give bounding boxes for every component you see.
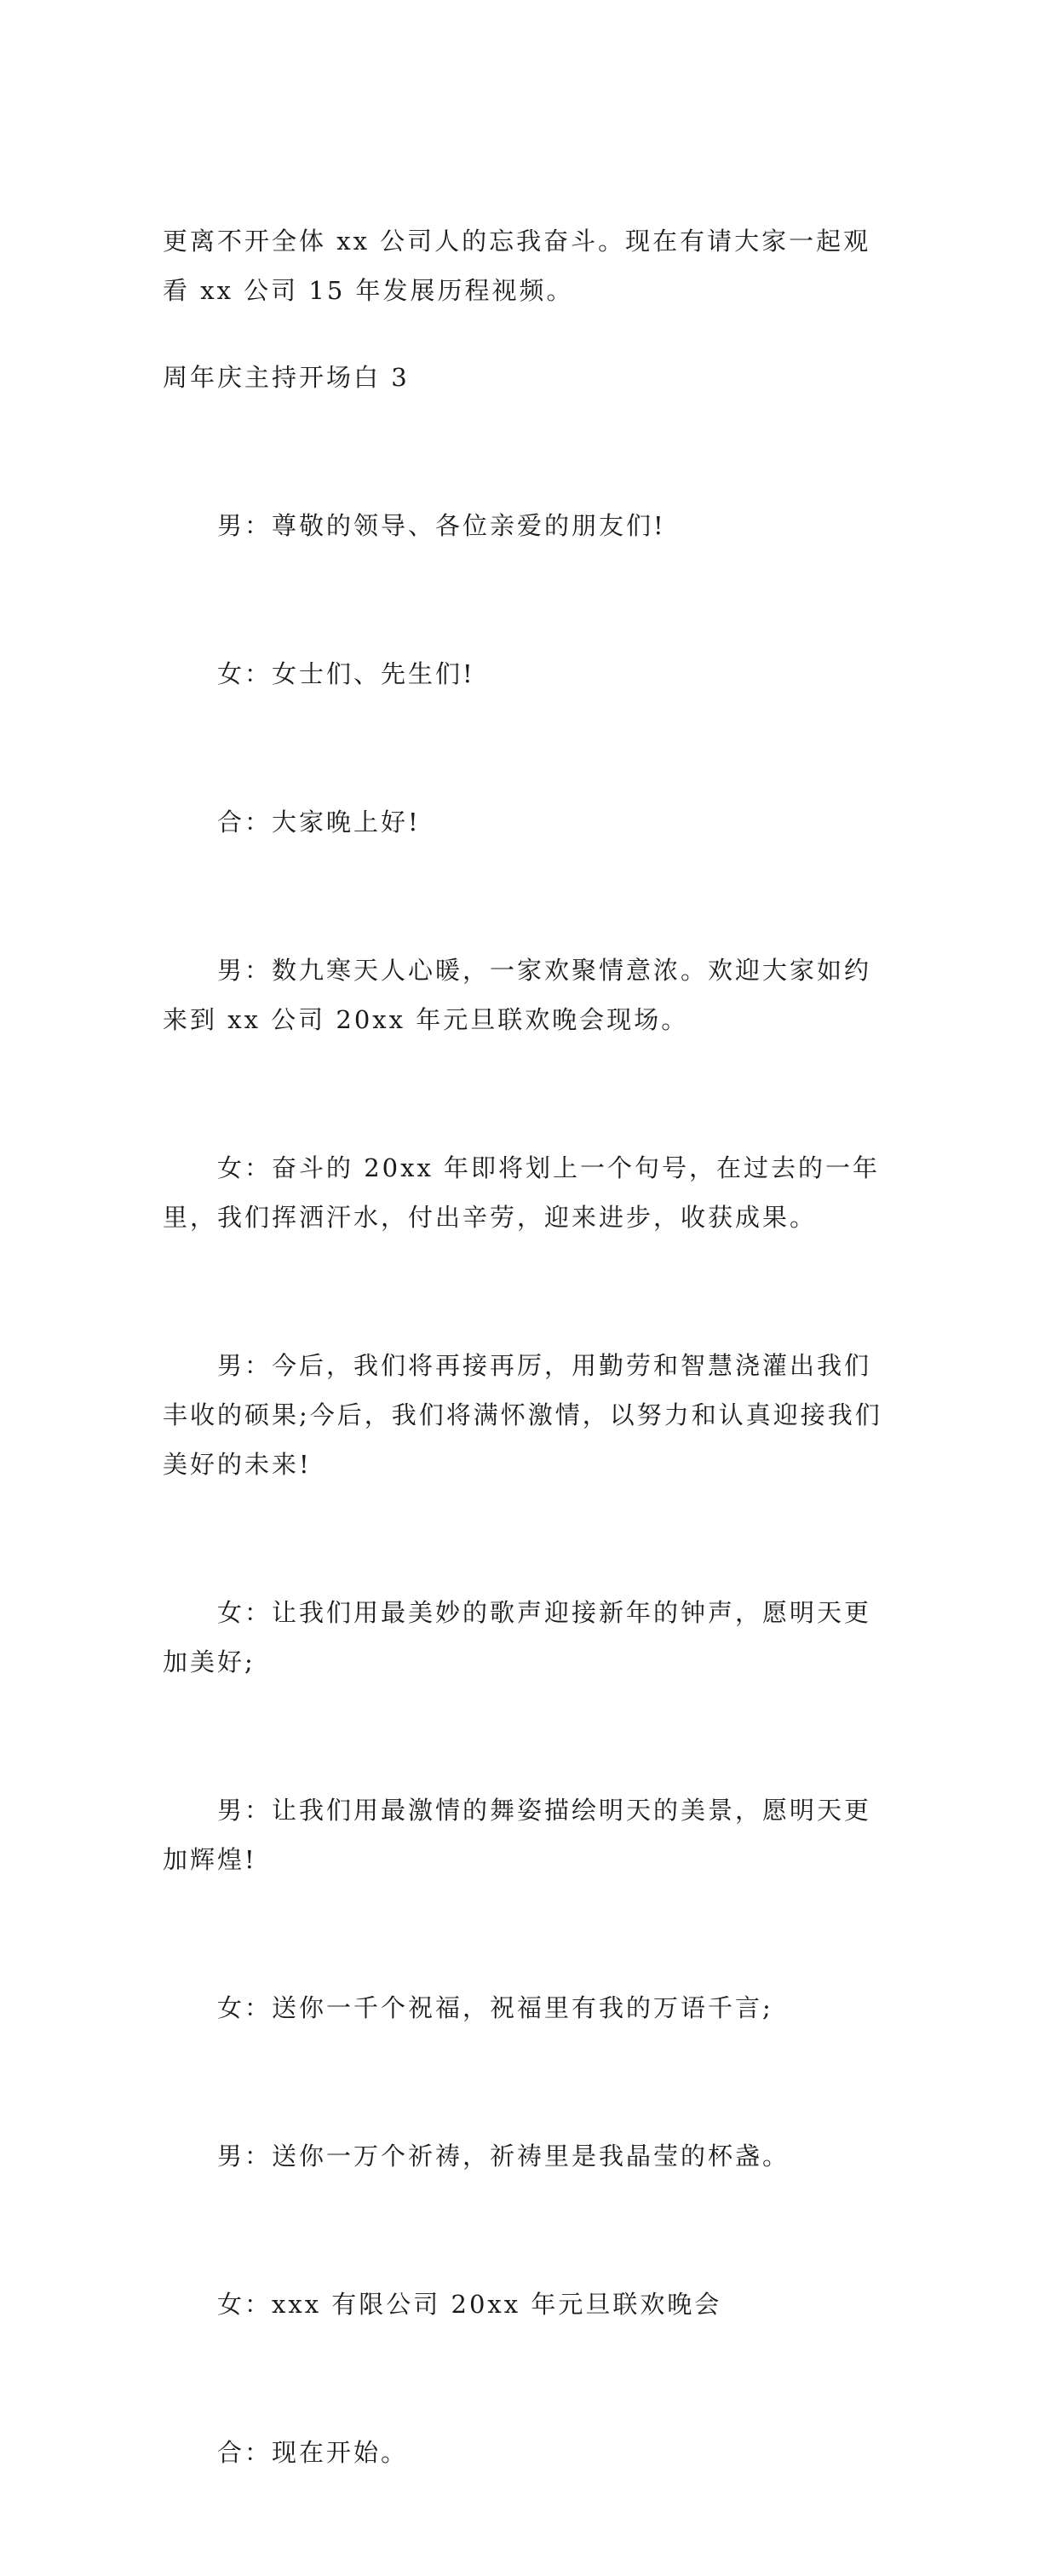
dialogue-line: 女：女士们、先生们! xyxy=(217,659,475,688)
dialogue-line: 女：送你一千个祝福，祝福里有我的万语千言; xyxy=(217,1993,773,2022)
dialogue-line: 女：让我们用最美妙的歌声迎接新年的钟声，愿明天更加美好; xyxy=(163,1598,872,1676)
dialogue-line: 男：送你一万个祈祷，祈祷里是我晶莹的杯盏。 xyxy=(217,2142,790,2171)
dialogue-line: 男：今后，我们将再接再厉，用勤劳和智慧浇灌出我们丰收的硕果;今后，我们将满怀激情，以努力和认真迎接我们美好的未来! xyxy=(163,1351,882,1479)
continuation-paragraph: 更离不开全体 xx 公司人的忘我奋斗。现在有请大家一起观看 xx 公司 15 年发展历程视频。 xyxy=(163,227,871,305)
dialogue-line: 女：奋斗的 20xx 年即将划上一个句号，在过去的一年里，我们挥洒汗水，付出辛劳，迎来进步，收获成果。 xyxy=(163,1153,881,1232)
section-block xyxy=(163,254,897,2576)
dialogue-line: 男：尊敬的领导、各位亲爱的朋友们! xyxy=(217,511,666,540)
dialogue-line: 女：xxx 有限公司 20xx 年元旦联欢晚会 xyxy=(217,2290,722,2319)
dialogue-line: 男：让我们用最激情的舞姿描绘明天的美景，愿明天更加辉煌! xyxy=(163,1796,872,1874)
section-title: 周年庆主持开场白 3 xyxy=(163,363,410,392)
dialogue-line: 合：大家晚上好! xyxy=(217,808,421,837)
dialogue-line: 合：现在开始。 xyxy=(217,2438,409,2467)
dialogue-line: 男：数九寒天人心暖，一家欢聚情意浓。欢迎大家如约来到 xx 公司 20xx 年元旦联欢晚会现场。 xyxy=(163,956,872,1034)
